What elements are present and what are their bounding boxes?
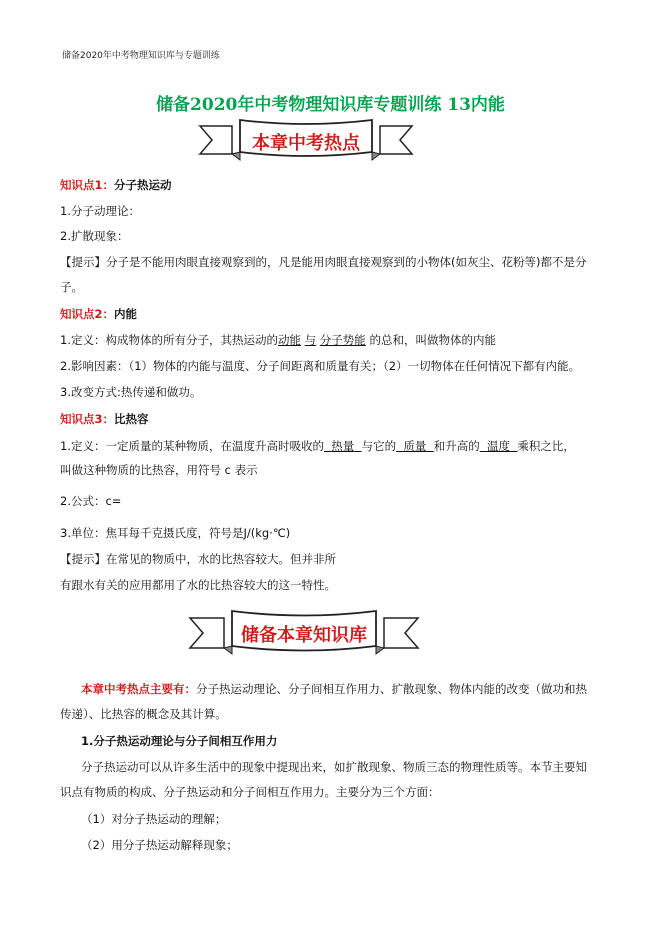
kp3-def-a: 1.定义：一定质量的某种物质，在温度升高时吸收的 [60,439,324,453]
kp3-def-line2: 叫做这种物质的比热容，用符号 c 表示 [60,463,258,477]
kp1-label: 知识点1： [60,178,115,192]
summary-line2: 传递）、比热容的概念及其计算。 [60,707,227,721]
banner-hot-topics-text: 本章中考热点 [252,133,360,154]
kp3-definition [60,438,575,454]
section1-heading: 1.分子热运动理论与分子间相互作用力 [81,734,278,748]
kp3-heading [60,411,149,427]
kp3-tip-line2: 有跟水有关的应用都用了水的比热容较大的这一特性。 [60,578,336,592]
kp2-definition [60,332,496,348]
kp3-def-g: 乘积之比， [517,439,575,453]
kp3-formula: 2.公式：c= [60,494,122,508]
kp3-unit: 3.单位：焦耳每千克摄氏度，符号是J/(kg·℃) [60,526,291,540]
banner-knowledge-base [186,606,422,658]
kp2-def-e: 的总和，叫做物体的内能 [369,333,496,347]
section1-item2: （2）用分子热运动解释现象； [81,838,238,852]
page-header: 储备2020年中考物理知识库与专题训练 [62,51,220,61]
kp2-factors: 2.影响因素：（1）物体的内能与温度、分子间距离和质量有关；（2）一切物体在任何情况下都有内能。 [60,359,581,373]
page-title: 储备2020年中考物理知识库专题训练 13内能 [156,95,505,115]
kp1-item1: 1.分子动理论： [60,204,140,218]
kp1-name: 分子热运动 [114,178,172,192]
kp2-change: 3.改变方式:热传递和做功。 [60,385,202,399]
section1-para-line2: 识点有物质的构成、分子热运动和分子间相互作用力。主要分为三个方面： [60,785,440,799]
kp2-def-blank1: 动能 [277,333,301,347]
kp3-tip [60,551,336,567]
kp3-def-e: 和升高的 [433,439,480,453]
kp2-heading [60,306,137,322]
banner-knowledge-base-text: 储备本章知识库 [241,625,367,646]
kp2-def-blank2: 分子势能 [319,333,366,347]
kp3-def-blank1: 热量 [331,439,355,453]
kp2-def-a: 1.定义：构成物体的所有分子，其热运动的 [60,333,278,347]
summary-line1 [81,681,587,697]
kp1-heading [60,177,172,193]
banner-hot-topics [196,116,416,164]
kp1-tip [60,254,586,270]
kp3-label: 知识点3： [60,412,115,426]
kp3-def-blank2: 质量 [403,439,427,453]
kp3-tip-label: 【提示】 [60,552,106,566]
kp1-tip-line2: 子。 [60,280,83,294]
kp1-item2: 2.扩散现象： [60,229,129,243]
kp2-name: 内能 [114,307,138,321]
kp3-def-blank3: 温度 [487,439,511,453]
section1-item1: （1）对分子热运动的理解； [81,812,227,826]
summary-label: 本章中考热点主要有： [81,682,196,696]
kp2-def-c: 与 [304,333,317,347]
kp1-tip-label: 【提示】 [60,255,106,269]
section1-para-line1: 分子热运动可以从许多生活中的现象中提现出来，如扩散现象、物质三态的物理性质等。本节主要知 [81,760,587,774]
kp1-tip-line1: 分子是不能用肉眼直接观察到的，凡是能用肉眼直接观察到的小物体(如灰尘、花粉等)都不是分 [106,255,587,269]
summary-text1: 分子热运动理论、分子间相互作用力、扩散现象、物体内能的改变（做功和热 [196,682,587,696]
kp3-name: 比热容 [114,412,149,426]
kp3-tip-line1: 在常见的物质中，水的比热容较大。但并非所 [106,552,336,566]
kp2-label: 知识点2： [60,307,115,321]
kp3-def-c: 与它的 [361,439,397,453]
